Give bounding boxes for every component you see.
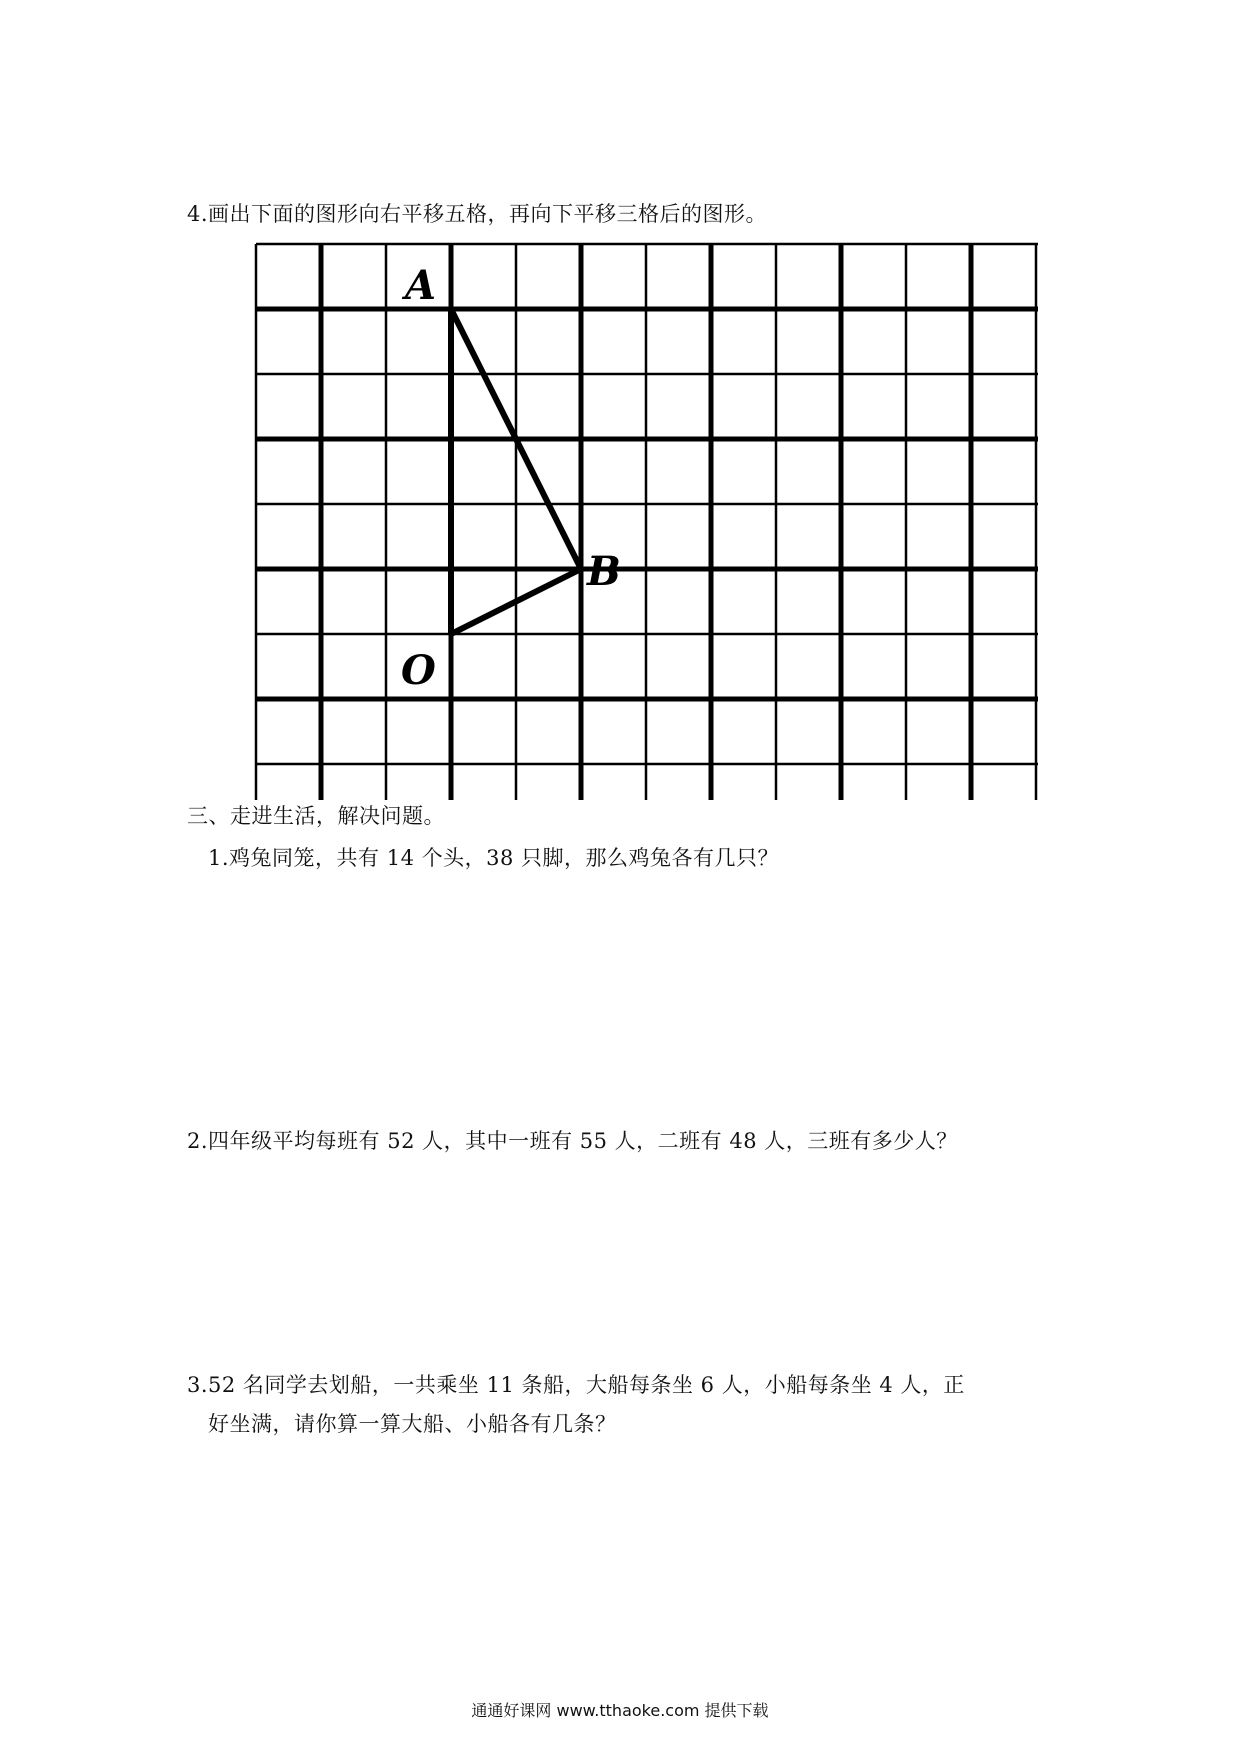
problem-3-line-1: 3.52 名同学去划船，一共乘坐 11 条船，大船每条坐 6 人，小船每条坐 4 人，正 (187, 1373, 965, 1397)
translation-grid (0, 0, 1240, 800)
problem-1: 1.鸡兔同笼，共有 14 个头，38 只脚，那么鸡兔各有几只？ (208, 846, 780, 870)
problem-2: 2.四年级平均每班有 52 人，其中一班有 55 人，二班有 48 人，三班有多少人？ (187, 1129, 958, 1153)
section-3-title: 三、走进生活，解决问题。 (187, 804, 445, 828)
question-4-title: 4.画出下面的图形向右平移五格，再向下平移三格后的图形。 (187, 202, 768, 226)
point-a-label: A (405, 262, 437, 309)
grid-lines (256, 244, 1038, 800)
point-o-label: O (401, 647, 436, 694)
footer-credit: 通通好课网 www.tthaoke.com 提供下载 (471, 1701, 769, 1720)
problem-3-line-2: 好坐满，请你算一算大船、小船各有几条？ (208, 1412, 617, 1436)
point-b-label: B (587, 548, 621, 595)
